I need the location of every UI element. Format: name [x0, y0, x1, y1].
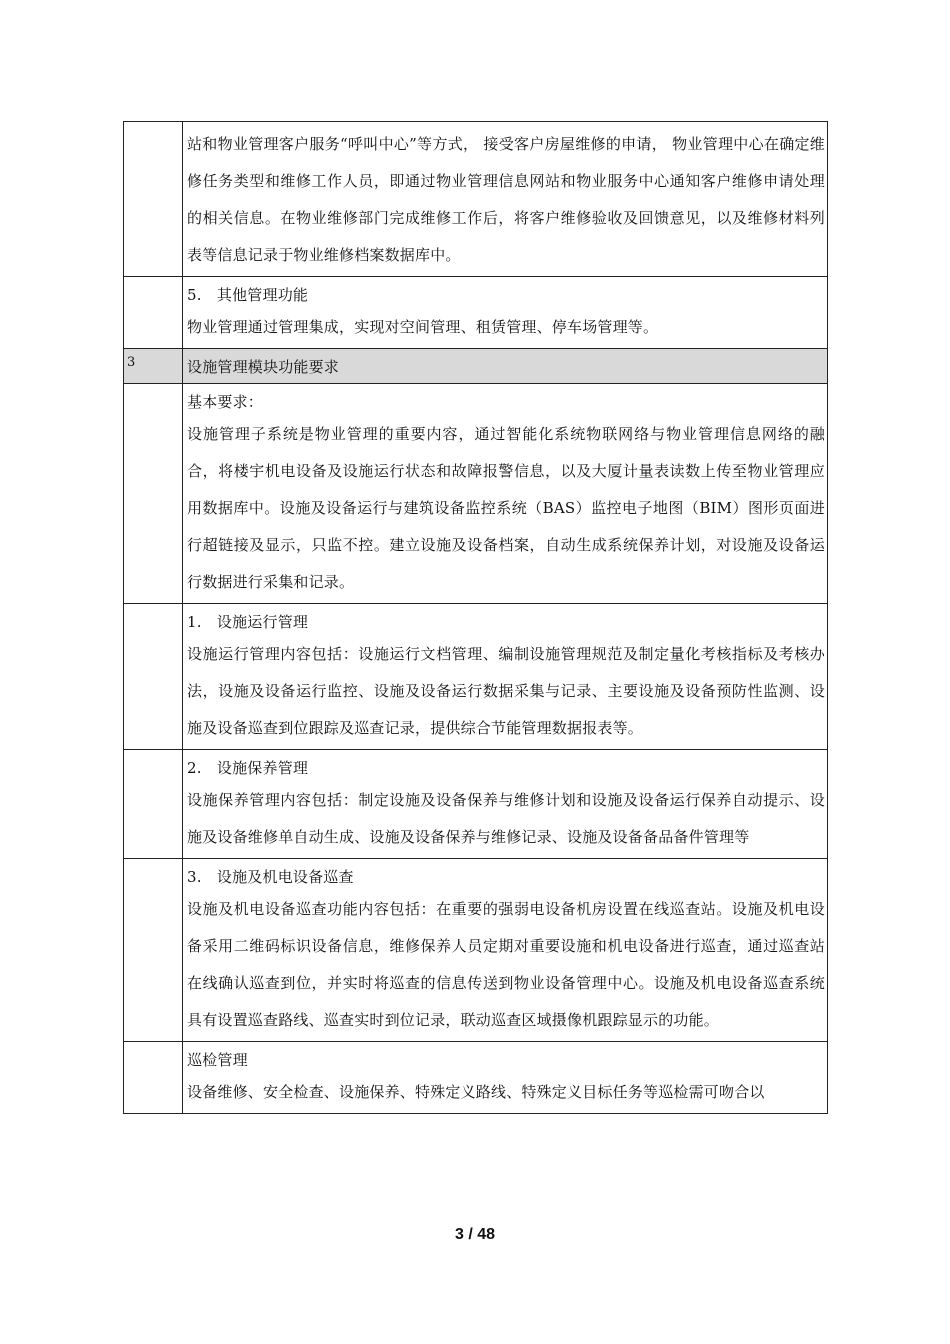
row-number-cell: 3 [124, 349, 183, 384]
row-content-cell [183, 277, 828, 349]
row-content-cell [183, 349, 828, 384]
body-paragraph: 站和物业管理客户服务“呼叫中心”等方式， 接受客户房屋维修的申请， 物业管理中心在确定维修任务类型和维修工作人员，即通过物业管理信息网站和物业服务中心通知客户维修申请处理的相关信息。在物业维修部门完成维修工作后，将客户维修验收及回馈意见，以及维修材料列表等信息记录于物业维修档案数据库中。 [187, 135, 825, 264]
page-number: 3 / 48 [454, 1226, 496, 1243]
section-heading: 2. 设施保养管理 [187, 759, 309, 777]
section-heading: 3. 设施及机电设备巡查 [187, 868, 354, 886]
section-heading: 基本要求： [187, 393, 264, 411]
body-paragraph: 设施管理子系统是物业管理的重要内容，通过智能化系统物联网络与物业管理信息网络的融合，将楼宇机电设备及设施运行状态和故障报警信息，以及大厦计量表读数上传至物业管理应用数据库中。设施及设备运行与建筑设备监控系统（BAS）监控电子地图（BIM）图形页面进行超链接及显示，只监不控。建立设施及设备档案，自动生成系统保养计划，对设施及设备运行数据进行采集和记录。 [187, 425, 825, 591]
row-number-cell [124, 604, 183, 750]
table-row [124, 859, 828, 1042]
row-number-cell [124, 122, 183, 277]
row-number-cell [124, 1042, 183, 1114]
section-heading: 巡检管理 [187, 1051, 248, 1069]
row-content-cell [183, 859, 828, 1042]
table-row [124, 122, 828, 277]
table-row [124, 1042, 828, 1114]
row-number-cell [124, 277, 183, 349]
row-content-cell [183, 1042, 828, 1114]
table-row [124, 277, 828, 349]
row-number-cell [124, 859, 183, 1042]
table-row [124, 349, 828, 384]
requirements-table [123, 121, 828, 1114]
row-content-cell [183, 604, 828, 750]
row-number-cell [124, 750, 183, 859]
table-row [124, 750, 828, 859]
body-paragraph: 设施及机电设备巡查功能内容包括：在重要的强弱电设备机房设置在线巡查站。设施及机电设备采用二维码标识设备信息，维修保养人员定期对重要设施和机电设备进行巡查，通过巡查站在线确认巡查到位，并实时将巡查的信息传送到物业设备管理中心。设施及机电设备巡查系统具有设置巡查路线、巡查实时到位记录，联动巡查区域摄像机跟踪显示的功能。 [187, 900, 825, 1029]
section-heading: 设施管理模块功能要求 [187, 358, 340, 376]
table-row [124, 384, 828, 604]
table-row [124, 604, 828, 750]
body-paragraph: 设施保养管理内容包括：制定设施及设备保养与维修计划和设施及设备运行保养自动提示、设施及设备维修单自动生成、设施及设备保养与维修记录、设施及设备备品备件管理等 [187, 791, 825, 846]
body-paragraph: 设施运行管理内容包括：设施运行文档管理、编制设施管理规范及制定量化考核指标及考核办法，设施及设备运行监控、设施及设备运行数据采集与记录、主要设施及设备预防性监测、设施及设备巡查到位跟踪及巡查记录，提供综合节能管理数据报表等。 [187, 645, 825, 737]
section-heading: 5. 其他管理功能 [187, 286, 309, 304]
row-content-cell [183, 384, 828, 604]
row-content-cell [183, 750, 828, 859]
row-content-cell [183, 122, 828, 277]
row-number-cell [124, 384, 183, 604]
body-paragraph: 设备维修、安全检查、设施保养、特殊定义路线、特殊定义目标任务等巡检需可吻合以 [187, 1083, 765, 1101]
section-heading: 1. 设施运行管理 [187, 613, 309, 631]
body-paragraph: 物业管理通过管理集成，实现对空间管理、租赁管理、停车场管理等。 [187, 318, 659, 336]
